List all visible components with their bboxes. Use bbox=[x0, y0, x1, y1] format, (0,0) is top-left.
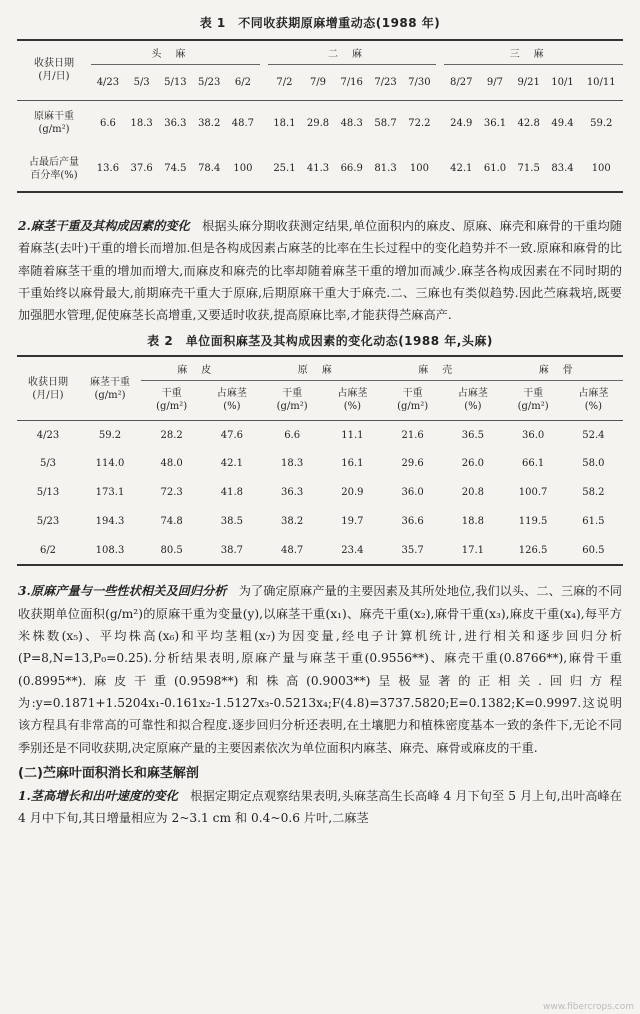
table-row bbox=[17, 507, 623, 536]
paragraph-body: 根据头麻分期收获测定结果,单位面积内的麻皮、原麻、麻壳和麻骨的干重均随着麻茎(去叶)干重的增长而增加.但是各构成因素占麻茎的比率在生长过程中的变化趋势并不一致.原麻和麻骨的比率随着麻茎干重的增加而增大,而麻皮和麻壳的比率却随着麻茎干重的增加而减少.麻茎各构成因素在不同时期的干重始终以麻骨最大,前期麻壳干重大于原麻,后期原麻干重大于麻壳.二、三麻也有类似趋势.因此苎麻栽培,既要加强肥水管理,促使麻茎长高增重,又要适时收获,提高原麻比率,才能获得苎麻高产. bbox=[18, 219, 622, 323]
table1-date-row bbox=[17, 64, 623, 100]
table1-caption: 表 1 不同收获期原麻增重动态(1988 年) bbox=[199, 16, 441, 30]
table-cell: 59.2 bbox=[98, 429, 122, 441]
paragraph-stem-growth bbox=[18, 785, 622, 830]
table-cell: 81.3 bbox=[374, 163, 397, 174]
table-cell: 49.4 bbox=[551, 117, 574, 129]
watermark: www.fibercrops.com bbox=[543, 1002, 634, 1012]
table-cell: 5/23 bbox=[36, 516, 60, 528]
percent-subheader: 占麻茎 (%) bbox=[578, 388, 609, 413]
table1-date-cell: 10/1 bbox=[551, 76, 574, 88]
table1 bbox=[17, 39, 623, 193]
table1-date-cell: 8/27 bbox=[450, 76, 473, 88]
percent-subheader: 占麻茎 (%) bbox=[457, 388, 488, 413]
table-cell: 114.0 bbox=[95, 458, 125, 470]
table-cell: 48.3 bbox=[340, 117, 363, 129]
table-cell: 194.3 bbox=[95, 516, 125, 528]
table-cell: 71.5 bbox=[517, 163, 540, 174]
table-cell: 19.7 bbox=[341, 516, 364, 528]
table-row bbox=[17, 100, 623, 146]
table-cell: 78.4 bbox=[198, 163, 221, 174]
table-cell: 52.4 bbox=[582, 429, 605, 441]
table-cell: 83.4 bbox=[551, 163, 574, 174]
table-cell: 36.5 bbox=[461, 429, 484, 441]
table-row bbox=[17, 449, 623, 478]
table-cell: 18.3 bbox=[130, 117, 153, 129]
table-cell: 36.3 bbox=[281, 487, 304, 499]
table-cell: 74.5 bbox=[164, 163, 187, 174]
table-cell: 38.5 bbox=[220, 516, 244, 528]
table-cell: 36.0 bbox=[401, 487, 424, 499]
paragraph-body: 为了确定原麻产量的主要因素及其所处地位,我们以头、二、三麻的不同收获期单位面积(g/m²)的原麻干重为变量(y),以麻茎干重(x₁)、麻壳干重(x₂),麻骨干重(x₃),麻皮干重(x₄),每平方米株数(x₅)、平均株高(x₆)和平均茎粗(x₇)为因变量,经电子计算机统计,进行相关和逐步回归分析(P=8,N=13,P₀=0.25).分析结果表明,原麻产量与麻茎干重(0.9556**)、麻壳干重(0.8766**),麻骨干重(0.8995**).麻皮干重(0.9598**)和株高(0.9003**)呈极显著的正相关.回归方程为:y=0.1871+1.5204x₁-0.161x₂-1.5127x₃-0.5213x₄;F(4.8)=3737.5820;E=0.1382;K=0.9997.这说明该方程具有非常高的可靠性和拟合程度.逐步回归分析还表明,在土壤肥力和植株密度基本一致的条件下,无论不同季别还是不同收获期,决定原麻产量的主要因素依次为单位面积内麻茎、麻壳、麻骨或麻皮的干重. bbox=[18, 584, 622, 755]
table-cell: 126.5 bbox=[518, 544, 548, 556]
table-cell: 18.8 bbox=[461, 516, 484, 528]
table2-group-header: 麻骨 bbox=[502, 356, 623, 380]
table-cell: 36.1 bbox=[483, 117, 507, 129]
table-cell: 58.0 bbox=[582, 458, 605, 470]
table-cell: 58.2 bbox=[582, 487, 605, 499]
table-cell: 41.3 bbox=[306, 163, 330, 174]
table-cell: 38.2 bbox=[198, 117, 221, 129]
table-cell: 119.5 bbox=[518, 516, 548, 528]
table-cell: 100.7 bbox=[518, 487, 548, 499]
table-cell: 37.6 bbox=[130, 163, 153, 174]
table-cell: 100 bbox=[409, 163, 429, 174]
table-cell: 6.6 bbox=[284, 429, 301, 441]
table-cell: 59.2 bbox=[590, 117, 613, 129]
table-cell: 74.8 bbox=[160, 516, 183, 528]
table-cell: 36.3 bbox=[164, 117, 187, 129]
paragraph-stem-dry-weight bbox=[18, 215, 622, 326]
table-cell: 61.5 bbox=[582, 516, 605, 528]
table-cell: 5/13 bbox=[36, 487, 60, 499]
table1-date-header: 收获日期 (月/日) bbox=[17, 40, 91, 100]
paragraph-heading: 1.茎高增长和出叶速度的变化 bbox=[18, 788, 179, 803]
table-cell: 42.8 bbox=[517, 117, 540, 129]
dry-weight-subheader: 干重 (g/m²) bbox=[397, 388, 429, 413]
table-cell: 25.1 bbox=[273, 163, 296, 174]
table-cell: 72.2 bbox=[408, 117, 431, 129]
table-row bbox=[17, 420, 623, 449]
dry-weight-subheader: 干重 (g/m²) bbox=[156, 388, 188, 413]
table-row bbox=[17, 146, 623, 192]
table-cell: 4/23 bbox=[36, 429, 60, 441]
table-cell: 48.7 bbox=[281, 544, 304, 556]
table-cell: 61.0 bbox=[483, 163, 507, 174]
table-cell: 100 bbox=[591, 163, 611, 174]
table1-group-header: 二麻 bbox=[268, 40, 437, 64]
table-cell: 42.1 bbox=[450, 163, 473, 174]
table-cell: 58.7 bbox=[374, 117, 397, 129]
table1-date-cell: 7/16 bbox=[340, 76, 363, 88]
table-cell: 26.0 bbox=[461, 458, 484, 470]
table1-date-cell: 7/2 bbox=[276, 76, 293, 88]
table-cell: 20.9 bbox=[341, 487, 364, 499]
table-cell: 41.8 bbox=[220, 487, 244, 499]
table-cell: 72.3 bbox=[160, 487, 183, 499]
table1-date-cell: 4/23 bbox=[96, 76, 120, 88]
table1-date-cell: 5/23 bbox=[197, 76, 221, 88]
table-cell: 28.2 bbox=[160, 429, 183, 441]
table-cell: 6.6 bbox=[99, 117, 116, 129]
paragraph-heading: 3.原麻产量与一些性状相关及回归分析 bbox=[18, 584, 227, 599]
table-cell: 16.1 bbox=[341, 458, 364, 470]
table1-date-cell: 9/21 bbox=[517, 76, 540, 88]
table-cell: 38.7 bbox=[220, 544, 244, 556]
table-cell: 23.4 bbox=[341, 544, 364, 556]
table-cell: 17.1 bbox=[461, 544, 484, 556]
table-cell: 36.0 bbox=[521, 429, 545, 441]
table-cell: 11.1 bbox=[341, 429, 364, 441]
document-page bbox=[0, 14, 640, 1014]
paragraph-regression bbox=[18, 580, 622, 758]
table-cell: 48.0 bbox=[160, 458, 183, 470]
table1-date-cell: 7/9 bbox=[309, 76, 327, 88]
table-cell: 35.7 bbox=[401, 544, 424, 556]
table-row bbox=[17, 536, 623, 565]
table1-group-header: 头麻 bbox=[91, 40, 260, 64]
table1-group-header: 三麻 bbox=[444, 40, 623, 64]
table-cell: 13.6 bbox=[96, 163, 120, 174]
table-cell: 47.6 bbox=[220, 429, 244, 441]
table-cell: 48.7 bbox=[231, 117, 255, 129]
dry-weight-subheader: 干重 (g/m²) bbox=[276, 388, 308, 413]
table-cell: 173.1 bbox=[95, 487, 125, 499]
table1-date-cell: 5/13 bbox=[164, 76, 187, 88]
table1-date-cell: 5/3 bbox=[133, 76, 150, 88]
table1-date-cell: 9/7 bbox=[486, 76, 504, 88]
row-label: 原麻干重 (g/m²) bbox=[34, 111, 74, 136]
paragraph-heading: 2.麻茎干重及其构成因素的变化 bbox=[18, 219, 190, 233]
percent-subheader: 占麻茎 (%) bbox=[337, 388, 368, 413]
table-cell: 108.3 bbox=[95, 544, 125, 556]
table-cell: 38.2 bbox=[281, 516, 304, 528]
percent-subheader: 占麻茎 (%) bbox=[216, 388, 247, 413]
table2-date-header: 收获日期 (月/日) bbox=[17, 356, 79, 420]
table2-group-header: 原麻 bbox=[261, 356, 381, 380]
row-label: 占最后产量 百分率(%) bbox=[29, 156, 79, 181]
table-cell: 24.9 bbox=[450, 117, 473, 129]
table1-date-cell: 7/30 bbox=[408, 76, 431, 88]
table-row bbox=[17, 478, 623, 507]
table-cell: 29.8 bbox=[306, 117, 330, 129]
table-cell: 42.1 bbox=[220, 458, 244, 470]
table-cell: 80.5 bbox=[160, 544, 183, 556]
table-cell: 18.3 bbox=[281, 458, 304, 470]
table1-date-cell: 10/11 bbox=[586, 76, 616, 88]
table-cell: 21.6 bbox=[401, 429, 424, 441]
table-cell: 6/2 bbox=[39, 544, 57, 556]
table-cell: 100 bbox=[233, 163, 253, 174]
table2-group-header: 麻皮 bbox=[141, 356, 261, 380]
table2-group-header: 麻壳 bbox=[382, 356, 502, 380]
table1-date-cell: 7/23 bbox=[374, 76, 397, 88]
dry-weight-subheader: 干重 (g/m²) bbox=[517, 388, 549, 413]
table-cell: 66.9 bbox=[340, 163, 363, 174]
table2 bbox=[17, 355, 623, 566]
table-cell: 20.8 bbox=[461, 487, 484, 499]
paragraph-body: 根据定期定点观察结果表明,头麻茎高生长高峰 4 月下旬至 5 月上旬,出叶高峰在 4 月中下旬,其日增量相应为 2~3.1 cm 和 0.4~0.6 片叶,二麻茎 bbox=[18, 788, 622, 826]
table2-stem-header: 麻茎干重 (g/m²) bbox=[79, 356, 141, 420]
table-cell: 29.6 bbox=[401, 458, 424, 470]
table2-caption: 表 2 单位面积麻茎及其构成因素的变化动态(1988 年,头麻) bbox=[147, 334, 493, 349]
section-heading: (二)苎麻叶面积消长和麻茎解剖 bbox=[18, 765, 199, 781]
table-cell: 60.5 bbox=[582, 544, 605, 556]
table-cell: 18.1 bbox=[273, 117, 296, 129]
table-cell: 36.6 bbox=[401, 516, 424, 528]
table-cell: 66.1 bbox=[521, 458, 545, 470]
table1-date-cell: 6/2 bbox=[234, 76, 251, 88]
table-cell: 5/3 bbox=[39, 458, 57, 470]
